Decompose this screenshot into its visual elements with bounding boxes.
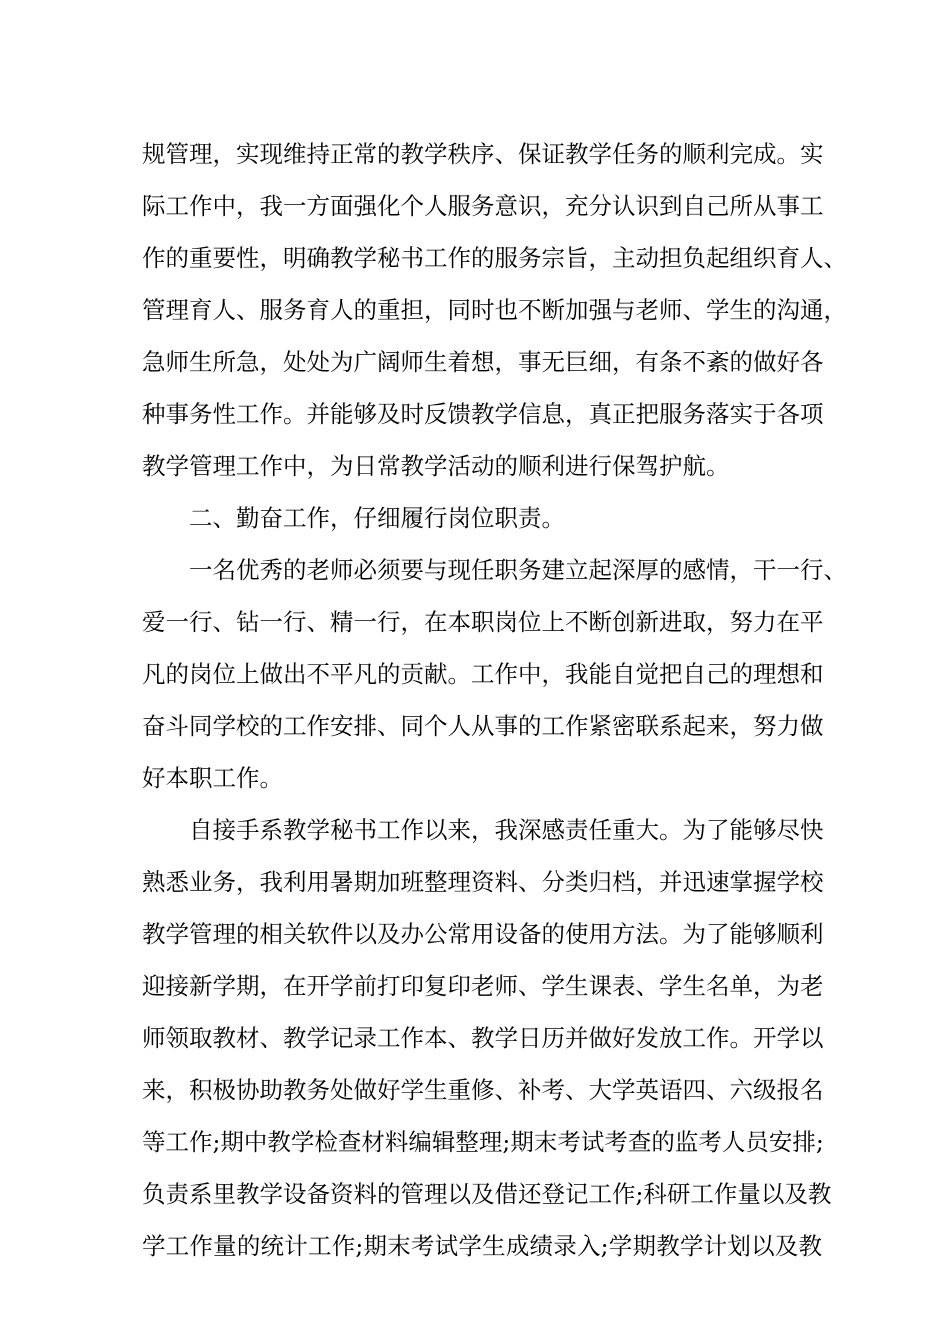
- text-line: 负责系里教学设备资料的管理以及借还登记工作;科研工作量以及教: [142, 1180, 832, 1208]
- text-line: 迎接新学期，在开学前打印复印老师、学生课表、学生名单，为老: [142, 972, 824, 1000]
- text-line: 熟悉业务，我利用暑期加班整理资料、分类归档，并迅速掌握学校: [142, 868, 824, 896]
- text-line: 际工作中，我一方面强化个人服务意识，充分认识到自己所从事工: [142, 192, 824, 220]
- text-line: 师领取教材、教学记录工作本、教学日历并做好发放工作。开学以: [142, 1024, 824, 1052]
- text-line: 规管理，实现维持正常的教学秩序、保证教学任务的顺利完成。实: [142, 140, 824, 168]
- text-line: 学工作量的统计工作;期末考试学生成绩录入;学期教学计划以及教: [142, 1232, 822, 1260]
- document-body: [142, 128, 847, 1272]
- text-line: 奋斗同学校的工作安排、同个人从事的工作紧密联系起来，努力做: [142, 712, 824, 740]
- text-line: 种事务性工作。并能够及时反馈教学信息，真正把服务落实于各项: [142, 400, 824, 428]
- text-line: 教学管理工作中，为日常教学活动的顺利进行保驾护航。: [142, 452, 730, 480]
- text-line: 自接手系教学秘书工作以来，我深感责任重大。为了能够尽快: [189, 816, 824, 844]
- section-heading: 二、勤奋工作，仔细履行岗位职责。: [189, 504, 565, 532]
- text-line: 凡的岗位上做出不平凡的贡献。工作中，我能自觉把自己的理想和: [142, 660, 824, 688]
- text-line: 来，积极协助教务处做好学生重修、补考、大学英语四、六级报名: [142, 1076, 824, 1104]
- text-line: 一名优秀的老师必须要与现任职务建立起深厚的感情，干一行、: [189, 556, 847, 584]
- text-line: 作的重要性，明确教学秘书工作的服务宗旨，主动担负起组织育人、: [142, 244, 847, 272]
- text-line: 爱一行、钻一行、精一行，在本职岗位上不断创新进取，努力在平: [142, 608, 824, 636]
- text-line: 管理育人、服务育人的重担，同时也不断加强与老师、学生的沟通，: [142, 296, 847, 324]
- text-line: 好本职工作。: [142, 764, 283, 792]
- text-line: 急师生所急，处处为广阔师生着想，事无巨细，有条不紊的做好各: [142, 348, 824, 376]
- text-line: 教学管理的相关软件以及办公常用设备的使用方法。为了能够顺利: [142, 920, 824, 948]
- text-line: 等工作;期中教学检查材料编辑整理;期末考试考查的监考人员安排;: [142, 1128, 824, 1156]
